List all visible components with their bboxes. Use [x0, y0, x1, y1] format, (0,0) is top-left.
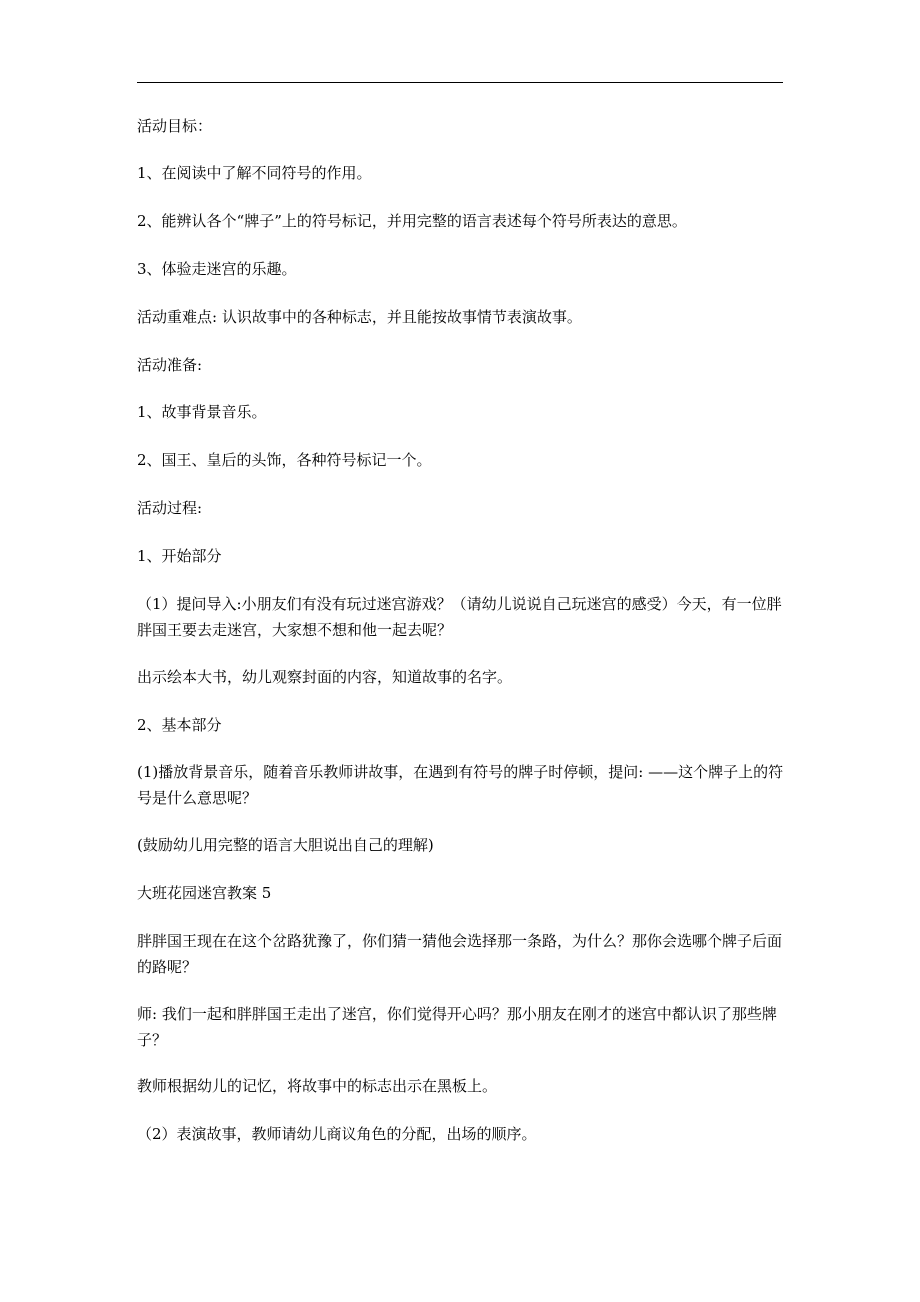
process-step-2-story: (1)播放背景音乐，随着音乐教师讲故事，在遇到有符号的牌子时停顿，提问: ——这个牌子上的符号是什么意思呢？	[137, 763, 784, 807]
document-title-line: 大班花园迷宫教案 5	[137, 884, 272, 902]
objective-item-3: 3、体验走迷宫的乐趣。	[137, 260, 297, 278]
teacher-dialogue-paragraph: 师: 我们一起和胖胖国王走出了迷宫，你们觉得开心吗？那小朋友在刚才的迷宫中都认识了那些牌子？	[137, 1005, 777, 1049]
objective-item-2: 2、能辨认各个“牌子”上的符号标记，并用完整的语言表述每个符号所表达的意思。	[137, 212, 687, 230]
story-question-paragraph: 胖胖国王现在在这个岔路犹豫了，你们猜一猜他会选择那一条路，为什么？那你会选哪个牌子后面的路呢？	[137, 932, 783, 976]
teacher-blackboard-paragraph: 教师根据幼儿的记忆，将故事中的标志出示在黑板上。	[137, 1077, 498, 1095]
header-rule	[137, 82, 783, 83]
process-step-2-heading: 2、基本部分	[137, 716, 222, 734]
section-heading-process: 活动过程:	[137, 499, 203, 517]
preparation-item-1: 1、故事背景音乐。	[137, 403, 267, 421]
objective-item-1: 1、在阅读中了解不同符号的作用。	[137, 164, 372, 182]
preparation-item-2: 2、国王、皇后的头饰，各种符号标记一个。	[137, 451, 432, 469]
section-heading-preparation: 活动准备:	[137, 356, 203, 374]
process-step-1-book: 出示绘本大书，幼儿观察封面的内容，知道故事的名字。	[137, 668, 513, 686]
process-step-1-heading: 1、开始部分	[137, 547, 222, 565]
section-heading-objectives: 活动目标：	[137, 117, 213, 135]
process-step-1-question: （1）提问导入:小朋友们有没有玩过迷宫游戏？（请幼儿说说自己玩迷宫的感受）今天，有一位胖胖国王要去走迷宫，大家想不想和他一起去呢？	[137, 595, 782, 639]
process-step-2-encourage: (鼓励幼儿用完整的语言大胆说出自己的理解)	[137, 836, 434, 854]
key-points-paragraph: 活动重难点: 认识故事中的各种标志，并且能按故事情节表演故事。	[137, 308, 582, 326]
process-step-2-performance: （2）表演故事，教师请幼儿商议角色的分配，出场的顺序。	[137, 1125, 537, 1143]
